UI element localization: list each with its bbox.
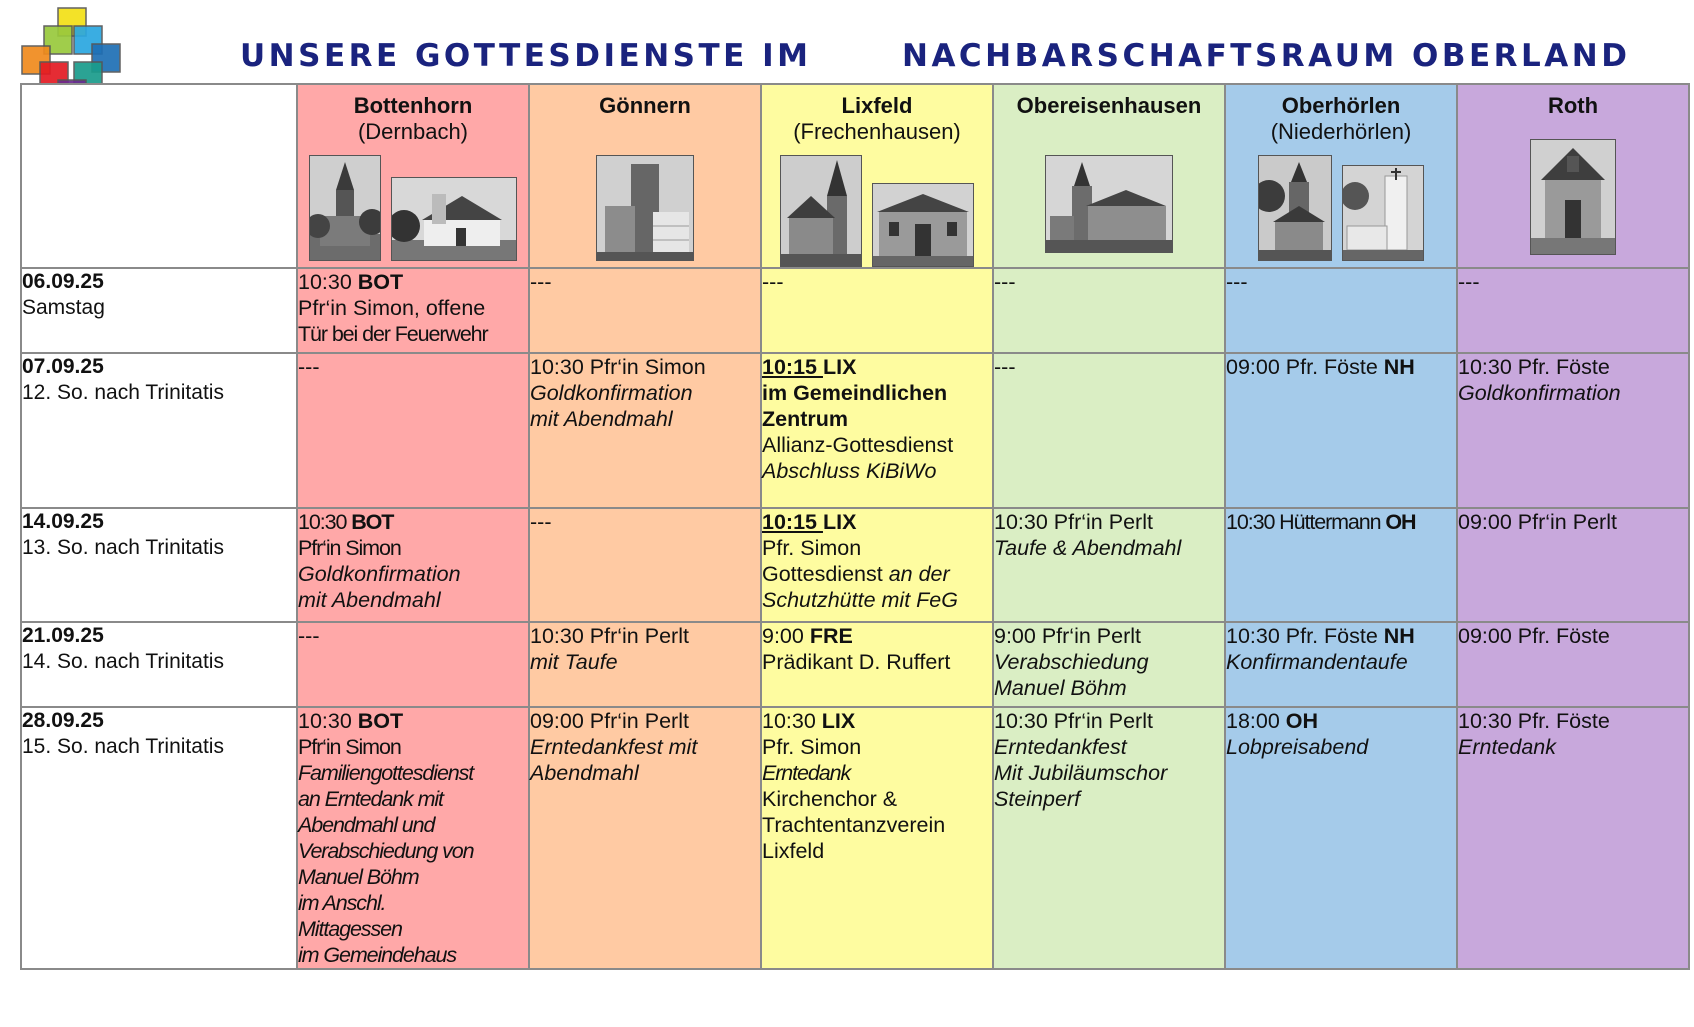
service-text: 10:30: [298, 510, 352, 534]
column-header-roth: [1457, 84, 1689, 268]
service-text: Goldkonfirmation: [298, 562, 461, 586]
service-cell-goennern: [529, 707, 761, 969]
service-text: 09:00 Pfr‘in Perlt: [1458, 510, 1617, 534]
service-text: 10:30 Pfr‘in Perlt: [994, 510, 1153, 534]
service-line: [298, 812, 528, 838]
service-text: Verabschiedung von: [298, 839, 474, 863]
service-cell-oberhoerlen: [1225, 268, 1457, 353]
service-cell-roth: [1457, 268, 1689, 353]
service-cell-obereisenhausen: [993, 268, 1225, 353]
service-text: 18:00: [1226, 709, 1286, 733]
column-name: Oberhörlen: [1281, 93, 1401, 118]
service-text: 10:30 Pfr. Föste: [1458, 355, 1610, 379]
column-header-goennern: [529, 84, 761, 268]
service-text: FRE: [809, 624, 853, 648]
service-cell-bottenhorn: [297, 508, 529, 622]
date-cell: [21, 707, 297, 969]
chapel-photo: [1342, 165, 1424, 261]
service-line: [298, 890, 528, 916]
service-text: ---: [762, 270, 784, 294]
service-text: 9:00 Pfr‘in Perlt: [994, 624, 1141, 648]
service-cell-obereisenhausen: [993, 707, 1225, 969]
service-text: Prädikant D. Ruffert: [762, 650, 951, 674]
service-line: [762, 623, 992, 649]
service-line: [530, 734, 760, 760]
service-text: Abschluss KiBiWo: [762, 459, 937, 483]
schedule-row: [21, 508, 1689, 622]
service-line: [994, 760, 1224, 786]
service-line: [762, 838, 992, 864]
service-text: Mittagessen: [298, 917, 402, 941]
schedule-row: [21, 707, 1689, 969]
service-cell-roth: [1457, 622, 1689, 707]
service-cell-lixfeld: [761, 707, 993, 969]
service-line: [298, 535, 528, 561]
service-text: im Anschl.: [298, 891, 386, 915]
service-text: Trachtentanzverein: [762, 813, 946, 837]
service-text: Gottesdienst: [762, 562, 889, 586]
service-text: LIX: [822, 510, 857, 534]
service-line: [994, 535, 1224, 561]
service-line: [530, 509, 760, 535]
service-cell-oberhoerlen: [1225, 707, 1457, 969]
service-text: LIX: [821, 709, 856, 733]
date-cell: [21, 268, 297, 353]
service-line: [762, 432, 992, 458]
service-text: Abendmahl und: [298, 813, 435, 837]
church-photo: [1530, 139, 1616, 255]
service-text: 10:30 Pfr‘in Simon: [530, 355, 706, 379]
service-text: ---: [1226, 270, 1248, 294]
service-cell-bottenhorn: [297, 622, 529, 707]
schedule-table: [20, 83, 1690, 970]
column-header-lixfeld: [761, 84, 993, 268]
service-cell-lixfeld: [761, 622, 993, 707]
service-text: OH: [1385, 510, 1416, 534]
service-line: [530, 269, 760, 295]
service-text: 10:30: [298, 709, 358, 733]
service-cell-oberhoerlen: [1225, 508, 1457, 622]
column-subname: (Frechenhausen): [793, 119, 961, 144]
service-line: [1226, 354, 1456, 380]
service-line: [298, 838, 528, 864]
service-line: [298, 623, 528, 649]
service-line: [1458, 509, 1688, 535]
service-text: BOT: [357, 709, 404, 733]
service-text: Pfr‘in Simon: [298, 735, 401, 759]
service-line: [994, 509, 1224, 535]
service-line: [298, 561, 528, 587]
service-text: im Gemeindlichen: [762, 381, 948, 405]
service-text: 10:30: [762, 709, 822, 733]
page-title-part2: NACHBARSCHAFTSRAUM OBERLAND: [902, 38, 1631, 74]
service-text: mit Abendmahl: [530, 407, 673, 431]
service-line: [994, 675, 1224, 701]
service-line: [1458, 380, 1688, 406]
column-subname: (Dernbach): [357, 119, 469, 144]
column-header-oberhoerlen: [1225, 84, 1457, 268]
column-header-obereisenhausen: [993, 84, 1225, 268]
church-photo: [1258, 155, 1332, 261]
service-text: 10:30 Pfr‘in Perlt: [994, 709, 1153, 733]
service-cell-goennern: [529, 508, 761, 622]
service-text: 09:00 Pfr‘in Perlt: [530, 709, 689, 733]
schedule-row: [21, 268, 1689, 353]
service-line: [530, 708, 760, 734]
date-cell: [21, 353, 297, 508]
service-text: ---: [994, 270, 1016, 294]
service-text: Goldkonfirmation: [1458, 381, 1621, 405]
service-line: [298, 734, 528, 760]
service-line: [994, 786, 1224, 812]
chapel-photo: [872, 183, 974, 267]
service-line: [762, 587, 992, 613]
schedule-row: [21, 622, 1689, 707]
service-line: [298, 760, 528, 786]
service-line: [298, 269, 528, 295]
page-title-part1: UNSERE GOTTESDIENSTE IM: [240, 38, 812, 74]
service-cell-lixfeld: [761, 353, 993, 508]
service-line: [994, 623, 1224, 649]
service-text: Steinperf: [994, 787, 1081, 811]
service-cell-oberhoerlen: [1225, 353, 1457, 508]
service-text: Tür bei der Feuerwehr: [298, 322, 488, 346]
service-cell-obereisenhausen: [993, 508, 1225, 622]
service-line: [298, 354, 528, 380]
service-line: [1226, 623, 1456, 649]
service-line: [762, 561, 992, 587]
service-cell-lixfeld: [761, 268, 993, 353]
corner-cell: [21, 84, 297, 268]
service-line: [298, 509, 528, 535]
service-text: mit Abendmahl: [298, 588, 441, 612]
service-cell-obereisenhausen: [993, 622, 1225, 707]
service-text: LIX: [822, 355, 857, 379]
service-line: [298, 916, 528, 942]
service-text: Mit Jubiläumschor: [994, 761, 1168, 785]
service-line: [1458, 269, 1688, 295]
column-subname: (Niederhörlen): [1270, 119, 1412, 144]
service-text: Goldkonfirmation: [530, 381, 693, 405]
service-date: 06.09.25: [22, 270, 104, 293]
service-text: 10:30: [298, 270, 358, 294]
church-tower-photo: [309, 155, 381, 261]
service-cell-goennern: [529, 353, 761, 508]
service-text: Zentrum: [762, 407, 848, 431]
church-photo: [596, 155, 694, 261]
service-line: [530, 760, 760, 786]
service-line: [298, 587, 528, 613]
service-line: [1458, 354, 1688, 380]
column-name: Roth: [1547, 93, 1599, 118]
service-text: Pfr‘in Simon: [298, 536, 401, 560]
service-text: an der: [888, 562, 950, 586]
service-line: [530, 623, 760, 649]
service-date: 07.09.25: [22, 355, 104, 378]
date-cell: [21, 622, 297, 707]
service-text: 10:30 Pfr. Föste: [1458, 709, 1610, 733]
service-text: Lobpreisabend: [1226, 735, 1369, 759]
service-text: 9:00: [762, 624, 810, 648]
service-text: Pfr. Simon: [762, 536, 862, 560]
liturgical-day: 13. So. nach Trinitatis: [22, 536, 224, 559]
service-line: [762, 509, 992, 535]
service-line: [762, 708, 992, 734]
service-line: [762, 380, 992, 406]
service-text: NH: [1383, 355, 1415, 379]
service-cell-bottenhorn: [297, 353, 529, 508]
service-text: Konfirmandentaufe: [1226, 650, 1408, 674]
service-text: mit Taufe: [530, 650, 618, 674]
service-line: [1458, 623, 1688, 649]
service-line: [1226, 708, 1456, 734]
header-row: [21, 84, 1689, 268]
service-cell-obereisenhausen: [993, 353, 1225, 508]
church-photo: [1045, 155, 1173, 253]
service-line: [762, 458, 992, 484]
liturgical-day: 14. So. nach Trinitatis: [22, 650, 224, 673]
service-date: 28.09.25: [22, 709, 104, 732]
service-text: 09:00 Pfr. Föste: [1226, 355, 1384, 379]
liturgical-day: 15. So. nach Trinitatis: [22, 735, 224, 758]
service-text: Allianz-Gottesdienst: [762, 433, 954, 457]
column-name: Gönnern: [599, 93, 691, 118]
service-text: NH: [1383, 624, 1415, 648]
service-cell-bottenhorn: [297, 268, 529, 353]
service-text: Manuel Böhm: [298, 865, 419, 889]
service-line: [1226, 269, 1456, 295]
service-text: ---: [298, 624, 320, 648]
service-text: Erntedank: [1458, 735, 1557, 759]
service-line: [762, 760, 992, 786]
service-line: [994, 734, 1224, 760]
schedule-row: [21, 353, 1689, 508]
service-text: 09:00 Pfr. Föste: [1458, 624, 1610, 648]
service-text: ---: [994, 355, 1016, 379]
service-date: 14.09.25: [22, 510, 104, 533]
service-text: ---: [530, 510, 552, 534]
service-text: 10:30 Pfr‘in Perlt: [530, 624, 689, 648]
service-line: [298, 864, 528, 890]
service-line: [994, 649, 1224, 675]
service-line: [994, 354, 1224, 380]
service-line: [762, 786, 992, 812]
service-text: Familiengottesdienst: [298, 761, 474, 785]
liturgical-day: 12. So. nach Trinitatis: [22, 381, 224, 404]
service-line: [530, 354, 760, 380]
service-line: [530, 380, 760, 406]
service-text: 10:15: [762, 510, 823, 534]
service-text: ---: [298, 355, 320, 379]
column-name: Lixfeld: [841, 93, 913, 118]
service-line: [762, 812, 992, 838]
service-cell-goennern: [529, 268, 761, 353]
date-cell: [21, 508, 297, 622]
service-cell-roth: [1457, 707, 1689, 969]
service-line: [1226, 509, 1456, 535]
service-line: [762, 734, 992, 760]
service-cell-oberhoerlen: [1225, 622, 1457, 707]
service-text: BOT: [357, 270, 404, 294]
column-header-bottenhorn: [297, 84, 529, 268]
service-line: [298, 786, 528, 812]
service-text: an Erntedank mit: [298, 787, 443, 811]
column-name: Bottenhorn: [353, 93, 473, 118]
church-photo: [780, 155, 862, 267]
service-text: Erntedankfest mit: [530, 735, 698, 759]
service-line: [1458, 734, 1688, 760]
service-line: [762, 269, 992, 295]
service-line: [1226, 734, 1456, 760]
schedule-body: [21, 268, 1689, 969]
service-line: [762, 649, 992, 675]
service-line: [994, 708, 1224, 734]
liturgical-day: Samstag: [22, 296, 105, 319]
service-line: [1226, 649, 1456, 675]
service-text: Pfr. Simon: [762, 735, 862, 759]
service-text: Erntedank: [762, 761, 851, 785]
service-line: [298, 942, 528, 968]
service-text: 10:30 Hüttermann: [1226, 510, 1386, 534]
service-text: Manuel Böhm: [994, 676, 1127, 700]
service-text: ---: [530, 270, 552, 294]
service-text: OH: [1285, 709, 1319, 733]
service-line: [298, 708, 528, 734]
service-text: Pfr‘in Simon, offene: [298, 296, 486, 320]
service-cell-roth: [1457, 353, 1689, 508]
service-line: [762, 535, 992, 561]
service-text: Schutzhütte mit FeG: [762, 588, 958, 612]
service-text: Verabschiedung: [994, 650, 1149, 674]
chapel-photo: [391, 177, 517, 261]
service-line: [762, 406, 992, 432]
service-date: 21.09.25: [22, 624, 104, 647]
service-text: BOT: [351, 510, 394, 534]
service-line: [298, 295, 528, 321]
service-line: [762, 354, 992, 380]
service-line: [298, 321, 528, 347]
service-text: 10:30 Pfr. Föste: [1226, 624, 1384, 648]
service-line: [530, 406, 760, 432]
service-line: [994, 269, 1224, 295]
service-text: Abendmahl: [530, 761, 639, 785]
service-line: [1458, 708, 1688, 734]
service-text: Lixfeld: [762, 839, 825, 863]
service-text: im Gemeindehaus: [298, 943, 456, 967]
service-line: [530, 649, 760, 675]
service-text: Kirchenchor &: [762, 787, 898, 811]
service-cell-lixfeld: [761, 508, 993, 622]
service-text: Taufe & Abendmahl: [994, 536, 1182, 560]
service-text: Erntedankfest: [994, 735, 1127, 759]
service-cell-bottenhorn: [297, 707, 529, 969]
service-text: ---: [1458, 270, 1480, 294]
column-name: Obereisenhausen: [1016, 93, 1202, 118]
service-cell-roth: [1457, 508, 1689, 622]
service-text: 10:15: [762, 355, 823, 379]
service-cell-goennern: [529, 622, 761, 707]
